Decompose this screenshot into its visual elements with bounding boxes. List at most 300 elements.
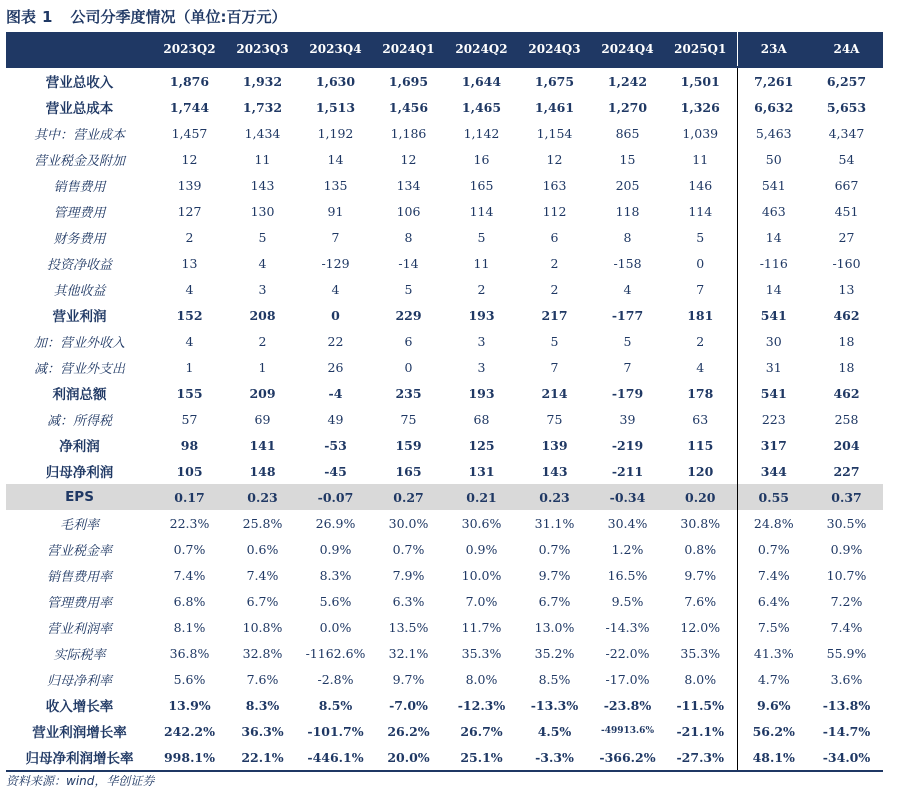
cell-2025q1: 1,501 [664, 67, 737, 94]
cell-23a: 7.5% [737, 614, 810, 640]
table-row [6, 172, 883, 198]
cell-2023q3: 8.3% [245, 697, 280, 713]
row-label: 销售费用 [53, 179, 106, 195]
cell-2025q1: 4 [696, 359, 705, 375]
cell-2025q1: 63 [692, 411, 709, 427]
cell-2025q1: 0.8% [684, 541, 717, 557]
cell-2024q3: 2 [550, 281, 559, 297]
table-row [6, 250, 883, 276]
cell-2025q1: 181 [687, 307, 714, 323]
cell-2023q2: 242.2% [163, 723, 216, 739]
cell-24a: -13.8% [822, 697, 871, 713]
cell-2024q1: 32.1% [388, 645, 429, 661]
cell-2023q4: -53 [324, 437, 347, 453]
cell-2023q4: 1,192 [317, 125, 354, 141]
cell-2023q2: 1,876 [153, 67, 226, 94]
cell-2024q4: -219 [611, 437, 644, 453]
row-label: 收入增长率 [45, 699, 114, 715]
header-cell-2025q1: 2025Q1 [664, 32, 737, 67]
cell-2024q3: 35.2% [534, 645, 575, 661]
cell-2023q2: 6.8% [173, 593, 206, 609]
cell-24a: 462 [833, 307, 860, 323]
cell-24a: 667 [834, 177, 859, 193]
cell-2023q3: 148 [249, 463, 276, 479]
cell-23a: 14 [737, 276, 810, 302]
table-row [6, 692, 883, 718]
cell-2024q1: 6 [404, 333, 413, 349]
header-cell-24a: 24A [810, 32, 883, 67]
cell-2023q2: 13 [181, 255, 198, 271]
cell-2024q1: 0.27 [372, 484, 445, 510]
cell-2024q3: 75 [546, 411, 563, 427]
cell-2024q4: -49913.6% [601, 726, 654, 736]
cell-2023q2: 13.9% [168, 697, 211, 713]
cell-2023q2: 1,457 [171, 125, 208, 141]
row-label: 营业总成本 [45, 101, 114, 117]
cell-2025q1: 115 [687, 437, 714, 453]
cell-2023q3: 22.1% [226, 744, 299, 771]
cell-2023q4: 26.9% [315, 515, 356, 531]
cell-2023q3: 69 [254, 411, 271, 427]
cell-2023q3: 25.8% [242, 515, 283, 531]
cell-2023q3: 7.4% [246, 567, 279, 583]
table-row [6, 588, 883, 614]
cell-2023q3: 208 [249, 307, 276, 323]
cell-24a: 204 [833, 437, 860, 453]
cell-2023q2: 22.3% [169, 515, 210, 531]
figure-title-number: 1 [42, 8, 53, 26]
row-label: 营业利润 [52, 309, 107, 325]
cell-2024q2: 5 [477, 229, 486, 245]
table-row [6, 354, 883, 380]
cell-24a: 30.5% [826, 515, 867, 531]
cell-2024q4: -179 [611, 385, 644, 401]
cell-2024q2: 193 [468, 385, 495, 401]
cell-24a: 10.7% [826, 567, 867, 583]
source-note: 资料来源：wind，华创证券 [6, 774, 155, 788]
cell-2024q3: 8.5% [538, 671, 571, 687]
cell-2023q3: 32.8% [242, 645, 283, 661]
cell-2024q3: 163 [542, 177, 567, 193]
cell-2024q3: 112 [542, 203, 567, 219]
quarterly-financials-table [6, 32, 883, 772]
cell-2024q4: 1,270 [607, 99, 648, 115]
cell-2023q4: 4 [331, 281, 340, 297]
cell-24a: 13 [838, 281, 855, 297]
cell-23a: 31 [737, 354, 810, 380]
cell-2023q3: 143 [250, 177, 275, 193]
cell-2023q2: 155 [176, 385, 203, 401]
cell-2024q2: 16 [473, 151, 490, 167]
cell-2024q1: 8 [404, 229, 413, 245]
cell-2024q4: 1.2% [611, 541, 644, 557]
cell-2024q2: 1,644 [445, 67, 518, 94]
cell-2024q2: 3 [477, 333, 486, 349]
header-cell-2023q4: 2023Q4 [299, 32, 372, 67]
cell-2024q2: 0.21 [445, 484, 518, 510]
cell-24a: 0.9% [830, 541, 863, 557]
cell-23a: 24.8% [737, 510, 810, 536]
cell-2023q4: 49 [327, 411, 344, 427]
cell-2024q4: 30.4% [607, 515, 648, 531]
row-label: 营业税金率 [46, 543, 112, 559]
cell-2024q3: 139 [541, 437, 568, 453]
cell-2023q2: 1,744 [169, 99, 210, 115]
cell-2024q2: 11 [473, 255, 490, 271]
cell-23a: 7,261 [737, 67, 810, 94]
cell-24a: 55.9% [826, 645, 867, 661]
cell-2024q1: 1,456 [388, 99, 429, 115]
cell-2025q1: 0 [696, 255, 705, 271]
cell-2024q3: 1,154 [536, 125, 573, 141]
cell-2023q4: 22 [327, 333, 344, 349]
table-row [6, 198, 883, 224]
table-row [6, 484, 883, 510]
cell-2024q4: 118 [615, 203, 640, 219]
cell-2024q3: 217 [541, 307, 568, 323]
cell-2024q1: 9.7% [392, 671, 425, 687]
cell-2023q3: 5 [258, 229, 267, 245]
cell-23a: 223 [737, 406, 810, 432]
cell-23a: 9.6% [737, 692, 810, 718]
cell-2023q4: 0.0% [319, 619, 352, 635]
cell-23a: 30 [737, 328, 810, 354]
cell-24a: 227 [833, 463, 860, 479]
cell-23a: 14 [737, 224, 810, 250]
cell-2024q4: -177 [611, 307, 644, 323]
cell-24a: 4,347 [828, 125, 865, 141]
cell-2023q2: 139 [177, 177, 202, 193]
row-label: 归母净利润增长率 [6, 744, 153, 771]
cell-2024q1: 30.0% [388, 515, 429, 531]
row-label: 营业利润增长率 [32, 725, 127, 741]
cell-2023q3: 36.3% [241, 723, 284, 739]
cell-2023q3: 6.7% [246, 593, 279, 609]
cell-2024q1: 20.0% [372, 744, 445, 771]
cell-2024q3: 214 [541, 385, 568, 401]
cell-2025q1: 120 [687, 463, 714, 479]
cell-2024q1: 13.5% [388, 619, 429, 635]
cell-2023q4: -4 [328, 385, 343, 401]
cell-2024q1: 235 [395, 385, 422, 401]
cell-23a: 48.1% [737, 744, 810, 771]
cell-2023q3: 11 [254, 151, 271, 167]
cell-2023q4: 26 [327, 359, 344, 375]
cell-2024q1: 134 [396, 177, 421, 193]
row-label: 减：所得税 [46, 413, 112, 429]
cell-2023q2: 98 [180, 437, 199, 453]
cell-2024q1: 12 [400, 151, 417, 167]
cell-2023q4: -446.1% [299, 744, 372, 771]
cell-2023q4: 0 [331, 307, 340, 323]
cell-24a: 7.4% [830, 619, 863, 635]
cell-2025q1: 8.0% [684, 671, 717, 687]
cell-2023q3: 1,932 [226, 67, 299, 94]
header-cell-2024q1: 2024Q1 [372, 32, 445, 67]
table-row [6, 224, 883, 250]
header-cell-2024q3: 2024Q3 [518, 32, 591, 67]
cell-2025q1: 0.20 [664, 484, 737, 510]
cell-2024q4: -366.2% [591, 744, 664, 771]
header-cell-2023q3: 2023Q3 [226, 32, 299, 67]
cell-2024q3: 5 [550, 333, 559, 349]
cell-2023q2: 4 [185, 281, 194, 297]
cell-2025q1: 35.3% [680, 645, 721, 661]
cell-2023q2: 127 [177, 203, 202, 219]
table-header-row [6, 32, 883, 67]
table-row [6, 432, 883, 458]
cell-2023q3: 209 [249, 385, 276, 401]
cell-2024q2: 10.0% [461, 567, 502, 583]
table-row [6, 380, 883, 406]
cell-2023q2: 12 [181, 151, 198, 167]
table-row [6, 406, 883, 432]
cell-2023q4: 1,630 [299, 67, 372, 94]
cell-2023q2: 7.4% [173, 567, 206, 583]
cell-2024q3: 6 [550, 229, 559, 245]
cell-2024q2: 114 [469, 203, 494, 219]
cell-2024q4: 1,242 [591, 67, 664, 94]
cell-23a: 6,632 [737, 94, 810, 120]
row-label: 加：营业外收入 [33, 335, 125, 351]
cell-2025q1: 1,039 [682, 125, 719, 141]
table-row [6, 94, 883, 120]
cell-2024q4: -22.0% [605, 645, 650, 661]
cell-2023q3: 10.8% [242, 619, 283, 635]
cell-2025q1: -11.5% [676, 697, 724, 713]
cell-2023q4: 135 [323, 177, 348, 193]
cell-2023q4: 8.3% [319, 567, 352, 583]
cell-24a: 18 [838, 359, 855, 375]
cell-2024q4: -17.0% [605, 671, 650, 687]
table-row [6, 302, 883, 328]
row-label: 投资净收益 [46, 257, 112, 273]
cell-24a: 54 [838, 151, 855, 167]
cell-2024q3: -3.3% [518, 744, 591, 771]
cell-2024q4: -158 [613, 255, 642, 271]
cell-2024q1: 6.3% [392, 593, 425, 609]
cell-2024q4: 9.5% [611, 593, 644, 609]
cell-2024q2: 35.3% [461, 645, 502, 661]
cell-2025q1: 11 [692, 151, 709, 167]
cell-2024q1: 7.9% [392, 567, 425, 583]
cell-2024q1: 1,186 [390, 125, 427, 141]
figure-title-prefix: 图表 [6, 8, 37, 26]
cell-2023q4: 5.6% [319, 593, 352, 609]
cell-2025q1: -21.1% [676, 723, 724, 739]
figure-title [6, 5, 286, 29]
row-label: 其中：营业成本 [33, 127, 125, 143]
cell-2023q4: 14 [327, 151, 344, 167]
cell-2023q2: 8.1% [173, 619, 206, 635]
cell-24a: 258 [834, 411, 859, 427]
cell-2023q2: 1 [185, 359, 194, 375]
cell-2024q4: 39 [619, 411, 636, 427]
cell-2024q4: 16.5% [607, 567, 648, 583]
cell-2023q4: -129 [321, 255, 350, 271]
table-row [6, 510, 883, 536]
cell-2023q2: 2 [185, 229, 194, 245]
cell-2023q2: 105 [176, 463, 203, 479]
cell-2023q4: -2.8% [317, 671, 354, 687]
cell-2024q1: 0 [404, 359, 413, 375]
cell-2024q2: 125 [468, 437, 495, 453]
table-row [6, 276, 883, 302]
cell-2025q1: 30.8% [680, 515, 721, 531]
cell-24a: 18 [838, 333, 855, 349]
cell-23a: 4.7% [737, 666, 810, 692]
cell-23a: 41.3% [737, 640, 810, 666]
header-cell-label [6, 32, 153, 67]
table-row [6, 562, 883, 588]
cell-23a: 541 [737, 302, 810, 328]
cell-2024q1: 75 [400, 411, 417, 427]
cell-2023q3: 0.23 [226, 484, 299, 510]
cell-24a: -160 [832, 255, 861, 271]
cell-2024q2: 165 [469, 177, 494, 193]
cell-2024q3: 143 [541, 463, 568, 479]
header-cell-2024q2: 2024Q2 [445, 32, 518, 67]
cell-2024q2: 7.0% [465, 593, 498, 609]
cell-2024q4: -23.8% [603, 697, 652, 713]
cell-2025q1: 9.7% [684, 567, 717, 583]
cell-2023q3: 2 [258, 333, 267, 349]
cell-2023q4: -45 [324, 463, 347, 479]
row-label: 销售费用率 [46, 569, 112, 585]
table-row [6, 614, 883, 640]
cell-2024q2: 3 [477, 359, 486, 375]
cell-23a: 317 [737, 432, 810, 458]
cell-2023q3: 4 [258, 255, 267, 271]
cell-2024q2: 131 [468, 463, 495, 479]
cell-23a: 0.55 [737, 484, 810, 510]
cell-2023q4: 91 [327, 203, 344, 219]
cell-24a: 462 [833, 385, 860, 401]
header-cell-23a: 23A [737, 32, 810, 67]
header-cell-2024q4: 2024Q4 [591, 32, 664, 67]
cell-23a: 7.4% [737, 562, 810, 588]
cell-2024q2: 1,142 [463, 125, 500, 141]
table-row [6, 718, 883, 744]
cell-23a: 463 [737, 198, 810, 224]
cell-2024q2: 26.7% [460, 723, 503, 739]
cell-24a: -14.7% [822, 723, 871, 739]
cell-2023q2: 36.8% [169, 645, 210, 661]
row-label: 管理费用率 [46, 595, 112, 611]
cell-24a: 6,257 [810, 67, 883, 94]
figure-title-text: 公司分季度情况（单位:百万元） [70, 8, 287, 26]
cell-2024q3: 1,675 [518, 67, 591, 94]
cell-2025q1: 146 [688, 177, 713, 193]
cell-2023q2: 998.1% [153, 744, 226, 771]
cell-2024q2: 1,465 [461, 99, 502, 115]
cell-23a: 541 [737, 380, 810, 406]
cell-2024q4: 205 [615, 177, 640, 193]
cell-2024q2: 2 [477, 281, 486, 297]
cell-24a: 0.37 [810, 484, 883, 510]
cell-2023q2: 57 [181, 411, 198, 427]
cell-2024q4: 8 [623, 229, 632, 245]
cell-2024q2: 0.9% [465, 541, 498, 557]
cell-2024q2: 193 [468, 307, 495, 323]
table-row [6, 640, 883, 666]
cell-2024q2: -12.3% [457, 697, 506, 713]
cell-2023q3: 130 [250, 203, 275, 219]
row-label: 管理费用 [53, 205, 106, 221]
cell-23a: 5,463 [737, 120, 810, 146]
cell-23a: 6.4% [737, 588, 810, 614]
row-label: EPS [6, 484, 153, 510]
cell-2024q1: 1,695 [372, 67, 445, 94]
table-row [6, 458, 883, 484]
cell-24a: 451 [834, 203, 859, 219]
cell-2024q1: 26.2% [387, 723, 430, 739]
cell-2024q4: 4 [623, 281, 632, 297]
cell-2025q1: 178 [687, 385, 714, 401]
cell-2023q3: 7.6% [246, 671, 279, 687]
cell-2024q1: 0.7% [392, 541, 425, 557]
cell-2024q3: 9.7% [538, 567, 571, 583]
header-cell-2023q2: 2023Q2 [153, 32, 226, 67]
cell-24a: 27 [838, 229, 855, 245]
cell-2024q4: 865 [615, 125, 640, 141]
table-row [6, 666, 883, 692]
cell-2025q1: 1,326 [680, 99, 720, 115]
cell-2024q1: -14 [398, 255, 419, 271]
cell-2023q4: -1162.6% [305, 645, 366, 661]
cell-2023q4: 0.9% [319, 541, 352, 557]
cell-2024q1: 5 [404, 281, 413, 297]
cell-2024q2: 30.6% [461, 515, 502, 531]
cell-2024q3: 12 [546, 151, 563, 167]
table-row [6, 744, 883, 771]
cell-23a: 56.2% [737, 718, 810, 744]
cell-2024q3: 0.23 [518, 484, 591, 510]
row-label: 减：营业外支出 [33, 361, 125, 377]
cell-2024q1: 106 [396, 203, 421, 219]
table-row [6, 146, 883, 172]
cell-2024q3: 2 [550, 255, 559, 271]
cell-2024q4: 7 [623, 359, 632, 375]
cell-2023q2: 4 [185, 333, 194, 349]
row-label: 营业总收入 [6, 67, 153, 94]
cell-2023q3: 141 [249, 437, 276, 453]
cell-2024q2: 68 [473, 411, 490, 427]
row-label: 利润总额 [52, 387, 107, 403]
cell-2025q1: 114 [688, 203, 713, 219]
cell-23a: 344 [737, 458, 810, 484]
cell-23a: 541 [737, 172, 810, 198]
cell-2023q2: 5.6% [173, 671, 206, 687]
row-label: 其他收益 [53, 283, 106, 299]
cell-2023q3: 1 [258, 359, 267, 375]
cell-2025q1: -27.3% [664, 744, 737, 771]
row-label: 实际税率 [53, 647, 106, 663]
cell-2024q1: 229 [395, 307, 422, 323]
cell-2024q4: 5 [623, 333, 632, 349]
cell-2025q1: 12.0% [680, 619, 721, 635]
cell-2024q1: 165 [395, 463, 422, 479]
cell-2023q4: -101.7% [307, 723, 364, 739]
cell-2024q1: 159 [395, 437, 422, 453]
cell-2024q1: -7.0% [389, 697, 428, 713]
cell-2023q2: 0.7% [173, 541, 206, 557]
cell-24a: 3.6% [830, 671, 863, 687]
cell-2023q4: -0.07 [299, 484, 372, 510]
cell-2024q3: 13.0% [534, 619, 575, 635]
cell-2023q3: 0.6% [246, 541, 279, 557]
cell-2023q2: 0.17 [153, 484, 226, 510]
